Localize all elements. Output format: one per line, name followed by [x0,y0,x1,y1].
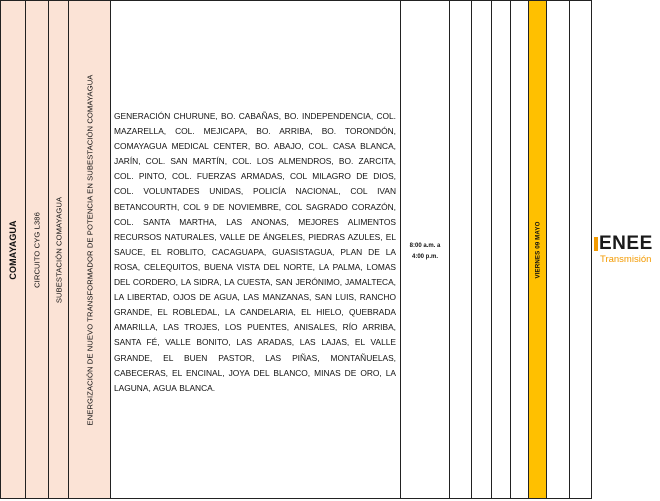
empty-cell [547,0,570,499]
time-text [403,241,447,263]
substation-cell [49,0,69,499]
department-label: COMAYAGUA [8,219,18,280]
empty-cell [492,0,511,499]
time-start: 8:00 a.m. a [409,243,441,249]
enee-logo [594,233,660,269]
day-cell [529,0,547,499]
activity-label: ENERGIZACIÓN DE NUEVO TRANSFORMADOR DE POTENCIA EN SUBESTACIÓN COMAYAGUA [85,74,94,425]
time-end: 4:00 p.m. [411,254,438,260]
empty-cell [570,0,592,499]
empty-cell [472,0,492,499]
day-label: VIERNES 09 MAYO [534,221,541,278]
logo-mark-icon [594,237,598,251]
empty-cell [511,0,529,499]
substation-label: SUBESTACIÓN COMAYAGUA [54,196,63,303]
empty-cell [450,0,472,499]
circuit-cell [26,0,49,499]
logo-name: ENEE [599,233,653,254]
circuit-label: CIRCUITO CYG L386 [32,211,42,288]
department-cell [0,0,26,499]
affected-areas-text: GENERACIÓN CHURUNE, BO. CABAÑAS, BO. INDEPENDENCIA, COL. MAZARELLA, COL. MEJICAPA, BO. ARRIBA, BO. TORONDÓN, COMAYAGUA MEDICAL CENTER, BO. ABAJO, COL. CASA BLANCA, JARÍN, COL. SAN MARTÍN, COL. LOS ALMENDROS, BO. ZARCITA, COL. PINTO, COL. FUERZAS ARMADAS, COL MILAGRO DE DIOS, COL. VOLUNTADES UNIDAS, POLICÍA NACIONAL, COL IVAN BETANCOURTH, COL 9 DE NOVIEMBRE, COL SAGRADO CORAZÓN, COL. SANTA MARTHA, LAS ANONAS, MEJORES ALIMENTOS RECURSOS NATURALES, VALLE DE ÁNGELES, PIEDRAS AZULES, EL SAUCE, EL ROBLITO, CACAGUAPA, GUASISTAGUA, PLAN DE LA ROSA, CELEQUITOS, BUENA VISTA DEL NORTE, LA PALMA, LOMAS DEL CORDERO, LA SIDRA, LA CUESTA, SAN JERÓNIMO, JAMALTECA, LA LIBERTAD, OJOS DE AGUA, LAS MANZANAS, SAN LUIS, RANCHO GRANDE, EL ROBLEDAL, LA CANDELARIA, EL HIELO, QUEBRADA AMARILLA, LAS TROJES, LOS PUENTES, ANISALES, RÍO ARRIBA, SANTA FÉ, VALLE BONITO, LAS ARADAS, LAS LAJAS, EL VALLE GRANDE, EL BUEN PASTOR, LAS PIÑAS, MONTAÑUELAS, CABECERAS, EL ENCINAL, JOYA DEL BLANCO, MINAS DE ORO, LA LAGUNA, AGUA BLANCA. [114,111,396,393]
logo-subtitle: Transmisión [600,254,652,265]
activity-cell [69,0,111,499]
